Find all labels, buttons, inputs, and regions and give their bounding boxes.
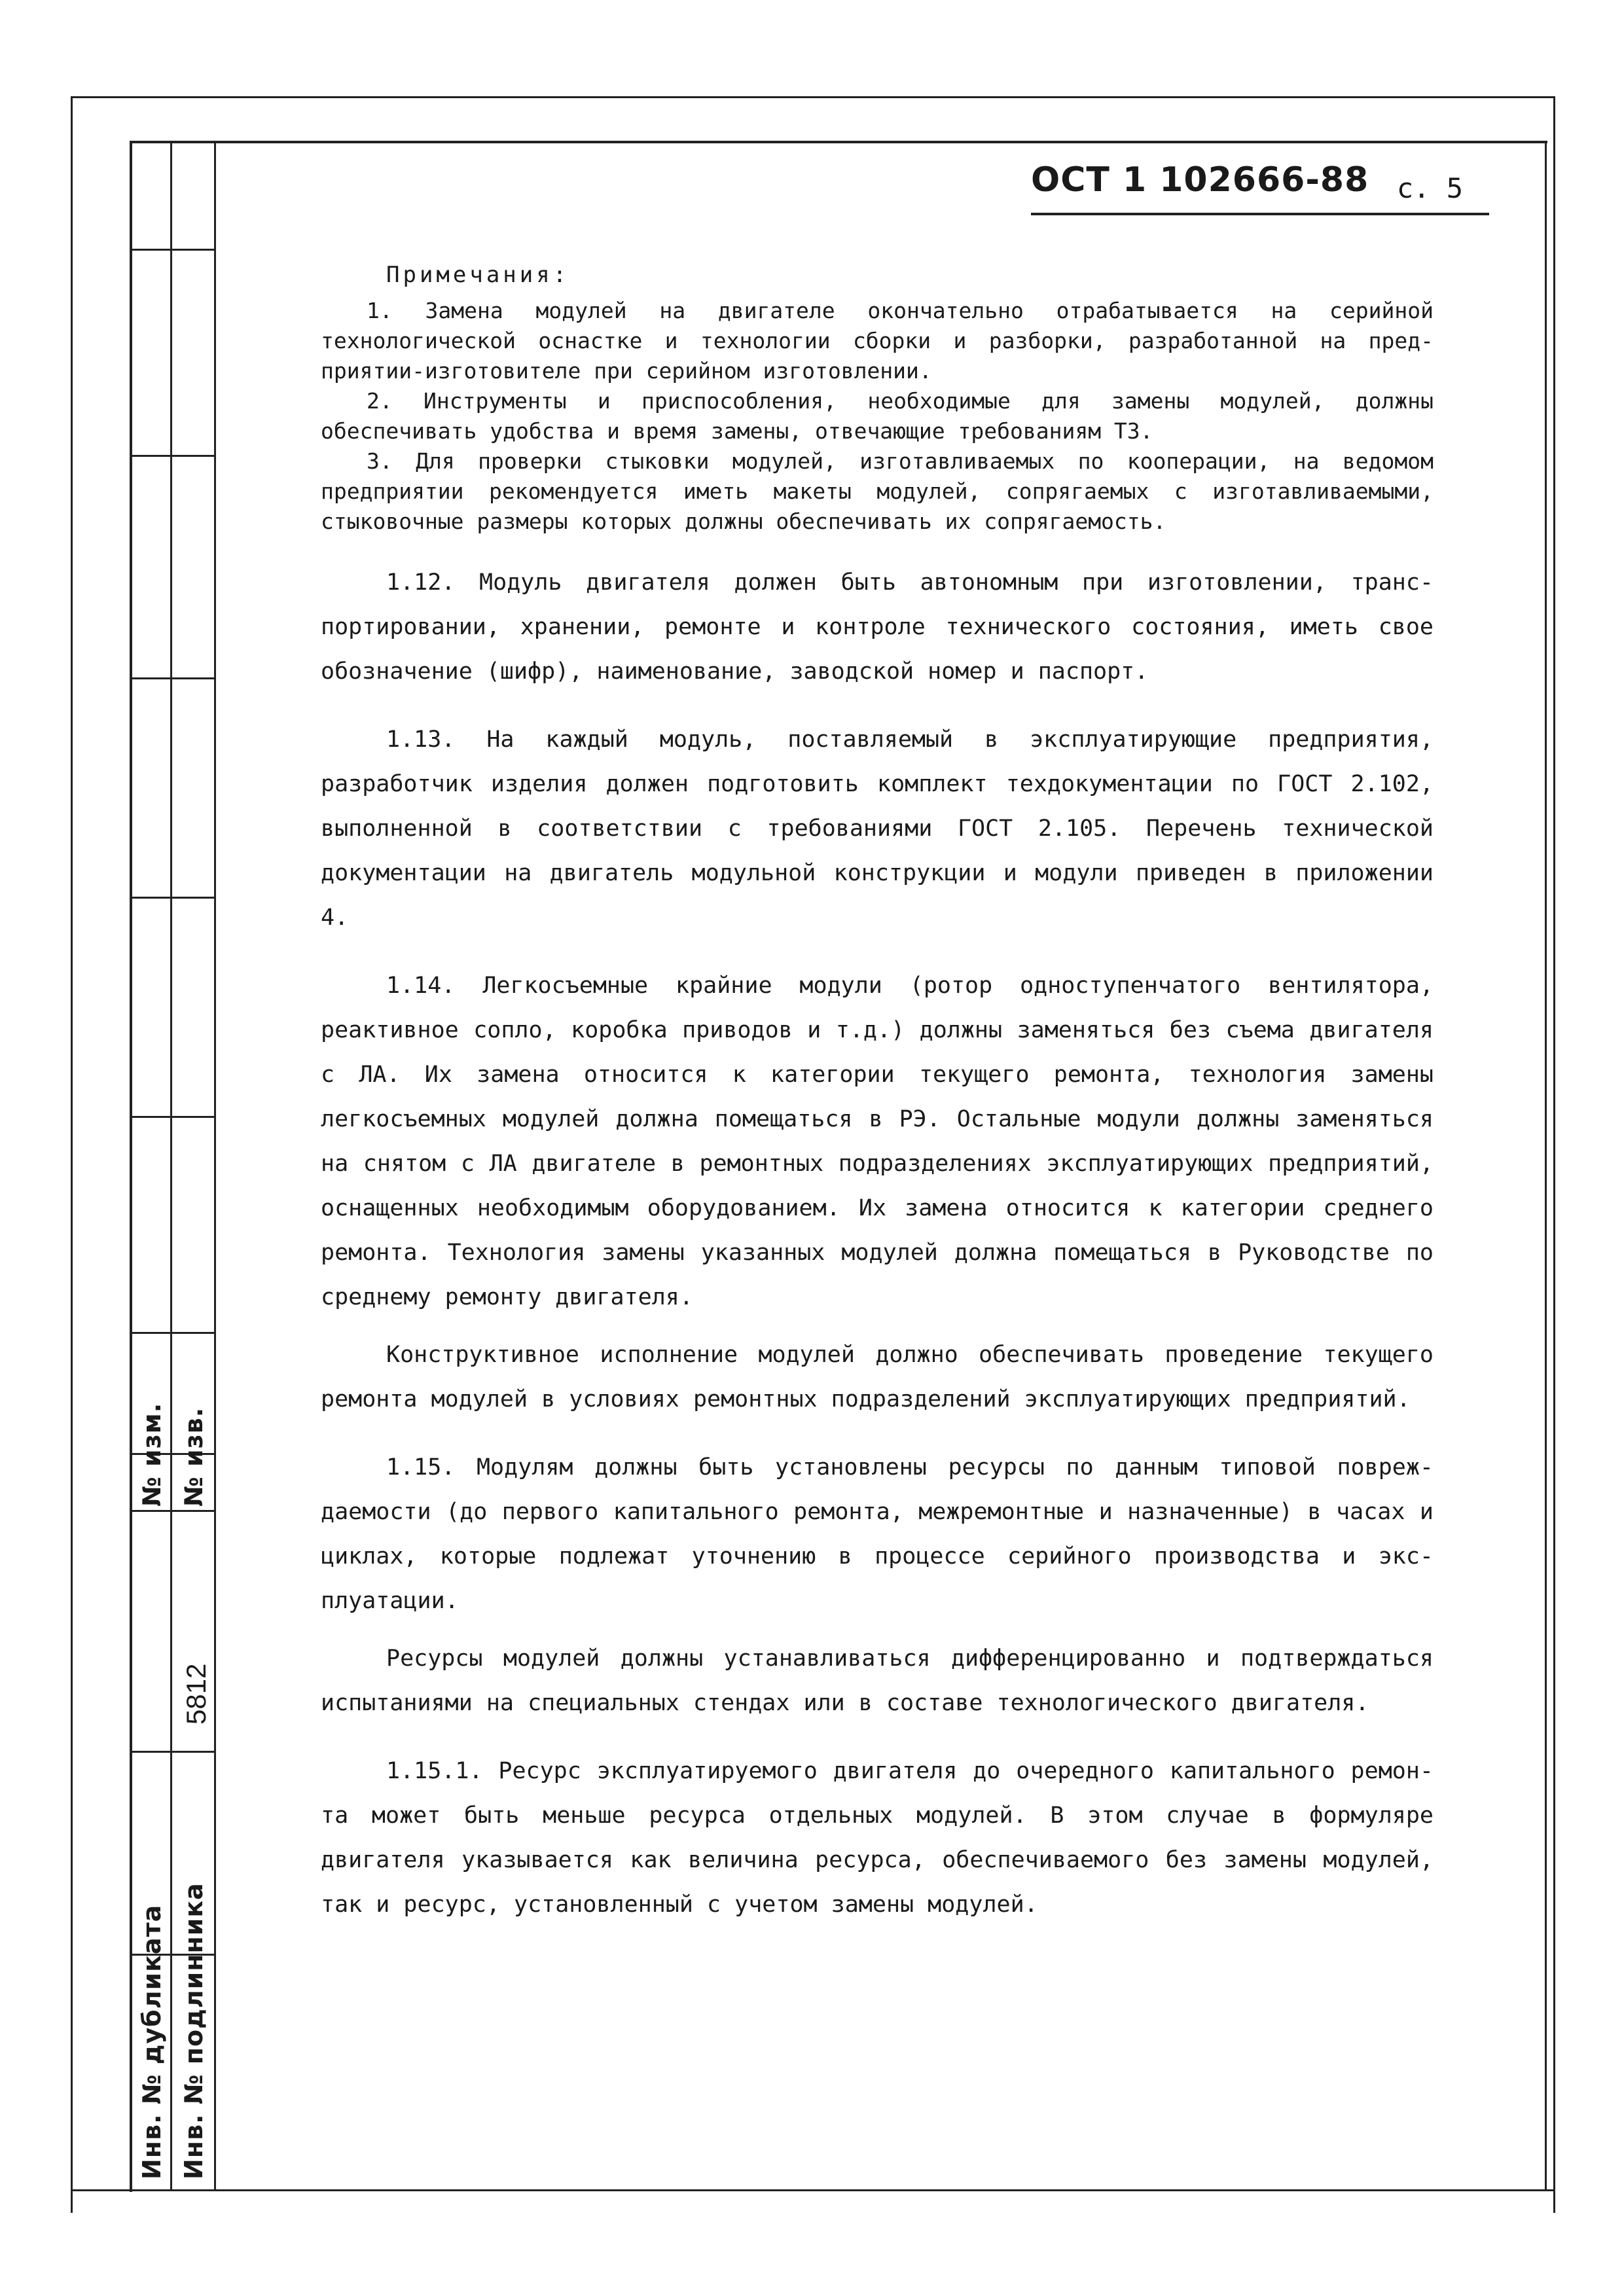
note-item: 1. Замена модулей на двигателе окончательно отрабатывается на серийной технологической оснастке и технологии сборки и разборки, разработанной на предприятии-изготовителе при серийном изготовлении.: [321, 298, 1434, 384]
notes-title: Примечания:: [386, 262, 570, 288]
stamp-row-line: [130, 1332, 216, 1334]
inv-orig-value: 5812: [181, 1663, 211, 1725]
clause-1-13: 1.13. На каждый модуль, поставляемый в эксплуатирующие предприятия, разработчик изделия должен подготовить комплект техдокументации по ГОСТ 2.102, выполненной в соответствии с требованиями ГОСТ 2.105. Перечень технической документации на двигатель модульной конструкции и модули приведен в приложении 4.: [321, 726, 1434, 931]
clause-1-14: 1.14. Легкосъемные крайние модули (ротор одноступенчатого вентилятора, реактивное сопло, коробка приводов и т.д.) должны заменяться без съема двигателя с ЛА. Их замена относится к категории текущего ремонта, технология замены легкосъемных модулей должна помещаться в РЭ. Остальные модули должны заменяться на снятом с ЛА двигателе в ремонтных подразделениях эксплуатирующих предприятий, оснащенных необходимым оборудованием. Их замена относится к категории среднего ремонта. Технология замены указанных модулей должна помещаться в Руководстве по среднему ремонту двигателя.: [321, 973, 1434, 1310]
stamp-row-line: [130, 677, 216, 679]
clause-1-14-continuation: Конструктивное исполнение модулей должно обеспечивать проведение текущего ремонта модулей в условиях ремонтных подразделений эксплуатирующих предприятий.: [321, 1342, 1434, 1412]
stamp-row-line: [130, 1510, 216, 1512]
stamp-row-line: [130, 897, 216, 899]
change-no-label: № изм.: [137, 1402, 166, 1507]
document-body: [321, 262, 1434, 1927]
stamp-divider: [170, 141, 172, 2189]
clause-1-15-continuation: Ресурсы модулей должны устанавливаться дифференцированно и подтверждаться испытаниями на специальных стендах или в составе технологического двигателя.: [321, 1645, 1434, 1716]
stamp-strip: [130, 141, 216, 2189]
stamp-row-line: [130, 1751, 216, 1753]
clause-1-15: 1.15. Модулям должны быть установлены ресурсы по данным типовой повреждаемости (до первого капитального ремонта, межремонтные и назначенные) в часах и циклах, которые подлежат уточнению в процессе серийного производства и эксплуатации.: [321, 1454, 1434, 1614]
clause-1-15-1: 1.15.1. Ресурс эксплуатируемого двигателя до очередного капитального ремонта может быть меньше ресурса отдельных модулей. В этом случае в формуляре двигателя указывается как величина ресурса, обеспечиваемого без замены модулей, так и ресурс, установленный с учетом замены модулей.: [321, 1758, 1434, 1918]
inv-dup-label: Инв. № дубликата: [137, 1904, 166, 2179]
stamp-row-line: [130, 249, 216, 251]
page-number: с. 5: [1396, 172, 1463, 204]
page-frame-right: [1545, 141, 1547, 2189]
stamp-divider: [214, 141, 216, 2189]
clause-1-12: 1.12. Модуль двигателя должен быть автономным при изготовлении, транспортировании, хранении, ремонте и контроле технического состояния, иметь свое обозначение (шифр), наименование, заводской номер и паспорт.: [321, 569, 1434, 685]
note-item: 3. Для проверки стыковки модулей, изготавливаемых по кооперации, на ведомом предприятии рекомендуется иметь макеты модулей, сопрягаемых с изготавливаемыми, стыковочные размеры которых должны обеспечивать их сопрягаемость.: [321, 448, 1434, 534]
note-item: 2. Инструменты и приспособления, необходимые для замены модулей, должны обеспечивать удобства и время замены, отвечающие требованиям ТЗ.: [321, 388, 1434, 444]
page-header: [1031, 160, 1489, 215]
stamp-row-line: [130, 455, 216, 457]
inv-orig-label: Инв. № подлинника: [179, 1882, 208, 2179]
stamp-row-line: [130, 1116, 216, 1118]
notice-no-label: № изв.: [179, 1407, 208, 1507]
document-code: ОСТ 1 102666-88: [1031, 160, 1369, 200]
